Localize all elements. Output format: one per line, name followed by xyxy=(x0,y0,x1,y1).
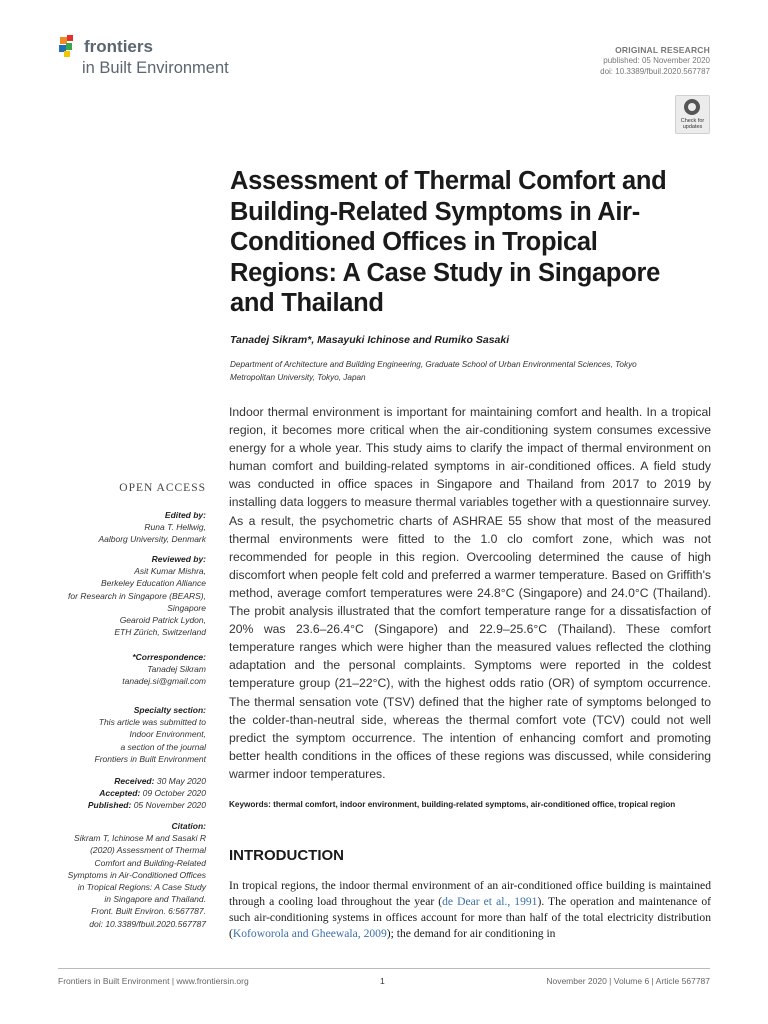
article-title: Assessment of Thermal Comfort and Building-Related Symptoms in Air-Conditioned Offices in Tropical Regions: A Case Study in Singapore and Thailand xyxy=(230,167,667,317)
citation-label: Citation: xyxy=(171,821,206,831)
correspondence-block xyxy=(122,651,206,688)
check-updates-label: Check for updates xyxy=(680,118,705,130)
edited-by-block xyxy=(98,509,206,546)
citation-link[interactable]: de Dear et al., 1991 xyxy=(442,895,538,908)
check-for-updates-button[interactable] xyxy=(675,95,710,134)
keywords-list: thermal comfort, indoor environment, building-related symptoms, air-conditioned office, tropical region xyxy=(273,800,676,809)
received-date xyxy=(88,775,206,787)
citation-line: Symptoms in Air-Conditioned Offices xyxy=(67,869,206,880)
citation-line: in Tropical Regions: A Case Study xyxy=(77,882,206,893)
citation-doi[interactable]: doi: 10.3389/fbuil.2020.567787 xyxy=(89,918,206,929)
citation-link[interactable]: Kofoworola and Gheewala, 2009 xyxy=(232,927,387,940)
footer-divider xyxy=(58,968,710,969)
published-date: published: 05 November 2020 xyxy=(603,56,710,65)
article-type: ORIGINAL RESEARCH xyxy=(615,45,710,55)
correspondence-label: *Correspondence: xyxy=(132,652,206,662)
specialty-line: This article was submitted to xyxy=(98,717,206,728)
correspondence-name: Tanadej Sikram xyxy=(147,664,206,675)
journal-brand: frontiers xyxy=(84,37,153,56)
citation-line: Comfort and Building-Related xyxy=(94,857,206,868)
published-date-side xyxy=(88,799,206,811)
editor-affiliation: Aalborg University, Denmark xyxy=(98,534,206,545)
specialty-section-label: Specialty section: xyxy=(133,705,206,715)
reviewed-by-label: Reviewed by: xyxy=(151,554,206,564)
received-label: Received: xyxy=(114,776,155,786)
page-number: 1 xyxy=(380,976,385,986)
intro-text: ); the demand for air conditioning in xyxy=(386,927,556,940)
reviewed-by-block xyxy=(68,553,206,638)
published-label: Published: xyxy=(87,800,132,811)
reviewer-line: Gearoid Patrick Lydon, xyxy=(119,615,206,626)
citation-line: Front. Built Environ. 6:567787. xyxy=(91,906,206,917)
abstract: Indoor thermal environment is important for maintaining comfort and health. In a tropical region, it becomes more critical when the air-conditioning system consumes excessive energy for a whole year. This study aims to clarify the impact of thermal environment on human comfort and building-related symptoms in air-conditioned offices. A field study was conducted in office spaces in Singapore and Thailand from 2017 to 2019 by installing data loggers to measure thermal variables together with a questionnaire survey. As a result, the psychometric charts of ASHRAE 55 show that most of the measured thermal environments were fitted to the 1.0 clo comfort zone, which was not recommended for people in this region. Overcooling determined the cause of high discomfort when people felt cold and preferred a warmer temperature. Based on Griffith's method, average comfort temperatures were 24.8°C (Singapore) and 24.0°C (Thailand). The probit analysis illustrated that the comfort temperature range for a dissatisfaction of 20% was 23.6–26.4°C (Singapore) and 22.9–25.6°C (Thailand). These comfort temperature ranges which were higher than the measured values reflected the clothing adaptation and the personal complaints. Symptoms were reported in the coldest temperature group (21–22°C), with the highest odds ratio (OR) of symptom occurrence. The thermal sensation vote (TSV) defined that the higher rate of symptoms belonged to the colder-than-neutral side, whereas the thermal comfort vote (TCV) could not well predict the symptom occurrence. The intention of enhancing comfort and promoting better health conditions in the offices of these regions was discussed, while considering warmer indoor temperatures. xyxy=(229,405,711,781)
open-access-label: OPEN ACCESS xyxy=(119,482,206,494)
specialty-line: Indoor Environment, xyxy=(129,729,206,740)
reviewer-line: ETH Zürich, Switzerland xyxy=(114,627,206,638)
footer-journal[interactable]: Frontiers in Built Environment | www.frontiersin.org xyxy=(58,976,249,986)
reviewer-line: for Research in Singapore (BEARS), xyxy=(68,590,206,601)
intro-text: ). The operation and maintenance of such air-conditioning systems in offices account for more than half of the total electricity distribution ( xyxy=(229,895,712,940)
intro-text: In tropical regions, the indoor thermal environment of an air-conditioned office building is maintained through a cooling load throughout the year ( xyxy=(229,879,711,908)
published-value: 05 November 2020 xyxy=(133,800,206,811)
reviewer-line: Asit Kumar Mishra, xyxy=(134,566,206,577)
specialty-line: a section of the journal xyxy=(120,741,206,752)
article-meta xyxy=(600,45,710,77)
author-affiliation: Department of Architecture and Building Engineering, Graduate School of Urban Environmental Sciences, Tokyo Metropolitan University, Tokyo, Japan xyxy=(230,360,637,382)
specialty-section-block xyxy=(95,704,207,765)
keywords-label: Keywords: xyxy=(229,800,271,809)
accepted-label: Accepted: xyxy=(99,788,141,799)
check-updates-icon xyxy=(684,99,700,115)
received-value: 30 May 2020 xyxy=(156,776,206,786)
citation-line: (2020) Assessment of Thermal xyxy=(90,845,206,856)
introduction-paragraph xyxy=(229,878,711,942)
citation-line: in Singapore and Thailand. xyxy=(104,894,206,905)
reviewer-line: Singapore xyxy=(167,602,206,613)
footer-issue: November 2020 | Volume 6 | Article 567787 xyxy=(546,976,710,986)
frontiers-logo-icon xyxy=(58,35,82,59)
correspondence-email[interactable]: tanadej.si@gmail.com xyxy=(122,676,206,687)
dates-block xyxy=(88,775,206,812)
author-list[interactable]: Tanadej Sikram*, Masayuki Ichinose and Rumiko Sasaki xyxy=(230,334,510,346)
accepted-value: 09 October 2020 xyxy=(142,788,206,799)
edited-by-label: Edited by: xyxy=(164,510,206,520)
article-doi[interactable]: doi: 10.3389/fbuil.2020.567787 xyxy=(600,67,710,76)
reviewer-line: Berkeley Education Alliance xyxy=(100,578,206,589)
citation-line: Sikram T, Ichinose M and Sasaki R xyxy=(74,833,206,844)
editor-name: Runa T. Hellwig, xyxy=(144,522,206,533)
keywords xyxy=(229,799,711,811)
specialty-line: Frontiers in Built Environment xyxy=(94,753,206,764)
citation-block xyxy=(68,820,206,930)
journal-name: in Built Environment xyxy=(82,59,229,77)
introduction-heading: INTRODUCTION xyxy=(229,847,344,864)
accepted-date xyxy=(88,787,206,799)
